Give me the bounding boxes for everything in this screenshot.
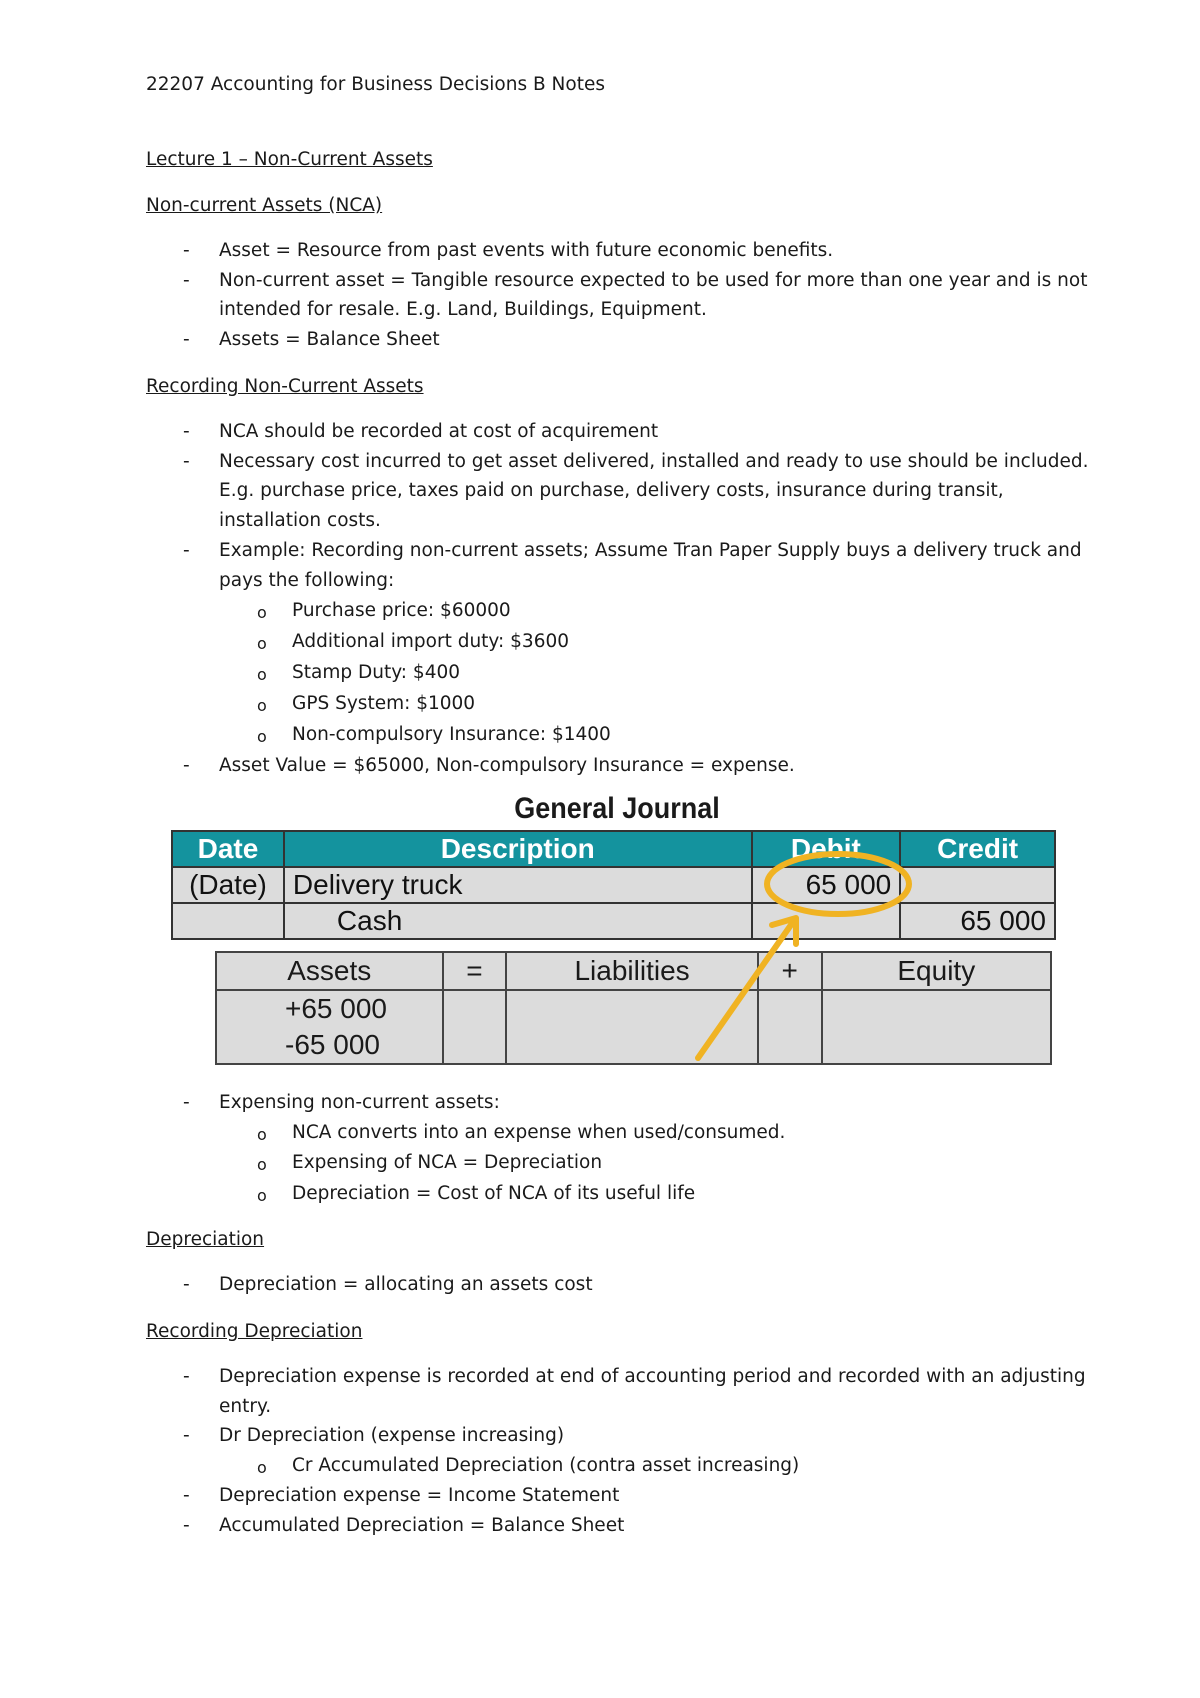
journal-cell-date: (Date) (172, 867, 284, 903)
bullet-dash: - (183, 451, 190, 472)
section-heading-nca: Non-current Assets (NCA) (146, 195, 383, 216)
journal-cell-credit: 65 000 (900, 903, 1055, 939)
sub-list-item: Expensing of NCA = Depreciation (292, 1152, 603, 1173)
bullet-dash: - (183, 1485, 190, 1506)
highlight-circle (767, 854, 909, 914)
section-heading-recording: Recording Non-Current Assets (146, 376, 424, 397)
highlight-arrow (698, 922, 793, 1058)
list-item-continued: entry. (219, 1396, 272, 1417)
bullet-dash: - (183, 1274, 190, 1295)
journal-title: General Journal (514, 792, 720, 825)
list-item: Dr Depreciation (expense increasing) (219, 1425, 565, 1446)
list-item: Depreciation expense is recorded at end of accounting period and recorded with an adjusting (219, 1366, 1086, 1387)
section-heading-depreciation: Depreciation (146, 1229, 265, 1250)
journal-cell-debit: 65 000 (752, 867, 901, 903)
list-item: Asset = Resource from past events with future economic benefits. (219, 240, 834, 261)
bullet-circle: o (257, 665, 267, 684)
bullet-dash: - (183, 755, 190, 776)
list-item-continued: pays the following: (219, 570, 395, 591)
journal-cell-description: Cash (284, 903, 752, 939)
list-item: NCA should be recorded at cost of acquirement (219, 421, 659, 442)
bullet-circle: o (257, 603, 267, 622)
list-item: Non-current asset = Tangible resource expected to be used for more than one year and is not (219, 270, 1088, 291)
list-item: Expensing non-current assets: (219, 1092, 500, 1113)
journal-header-date: Date (172, 831, 284, 867)
bullet-dash: - (183, 1425, 190, 1446)
list-item: Asset Value = $65000, Non-compulsory Insurance = expense. (219, 755, 795, 776)
equation-header-liabilities: Liabilities (506, 952, 757, 990)
journal-header-debit: Debit (752, 831, 901, 867)
sub-list-item: Additional import duty: $3600 (292, 631, 570, 652)
list-item: Depreciation expense = Income Statement (219, 1485, 620, 1506)
journal-header-credit: Credit (900, 831, 1055, 867)
bullet-circle: o (257, 1186, 267, 1205)
equation-header-assets: Assets (216, 952, 443, 990)
sub-list-item: NCA converts into an expense when used/consumed. (292, 1122, 786, 1143)
journal-cell-description: Delivery truck (284, 867, 752, 903)
bullet-dash: - (183, 421, 190, 442)
list-item: Necessary cost incurred to get asset delivered, installed and ready to use should be included. (219, 451, 1089, 472)
lecture-title: Lecture 1 – Non-Current Assets (146, 149, 433, 170)
list-item: Assets = Balance Sheet (219, 329, 440, 350)
sub-list-item: GPS System: $1000 (292, 693, 476, 714)
equation-header-equals: = (443, 952, 507, 990)
assets-value: +65 000 (285, 993, 387, 1024)
list-item-continued: intended for resale. E.g. Land, Buildings, Equipment. (219, 299, 707, 320)
sub-list-item: Purchase price: $60000 (292, 600, 511, 621)
assets-value: -65 000 (285, 1029, 380, 1060)
bullet-dash: - (183, 1092, 190, 1113)
bullet-dash: - (183, 270, 190, 291)
sub-list-item: Non-compulsory Insurance: $1400 (292, 724, 611, 745)
bullet-circle: o (257, 1155, 267, 1174)
sub-list-item: Depreciation = Cost of NCA of its useful life (292, 1183, 696, 1204)
sub-list-item: Cr Accumulated Depreciation (contra asset increasing) (292, 1455, 800, 1476)
list-item-continued: installation costs. (219, 510, 381, 531)
bullet-circle: o (257, 696, 267, 715)
list-item-continued: E.g. purchase price, taxes paid on purchase, delivery costs, insurance during transit, (219, 480, 1004, 501)
bullet-circle: o (257, 634, 267, 653)
bullet-dash: - (183, 329, 190, 350)
bullet-circle: o (257, 1458, 267, 1477)
bullet-circle: o (257, 727, 267, 746)
bullet-dash: - (183, 1515, 190, 1536)
list-item: Depreciation = allocating an assets cost (219, 1274, 593, 1295)
equation-header-equity: Equity (822, 952, 1051, 990)
list-item: Accumulated Depreciation = Balance Sheet (219, 1515, 625, 1536)
sub-list-item: Stamp Duty: $400 (292, 662, 460, 683)
bullet-dash: - (183, 240, 190, 261)
journal-header-description: Description (284, 831, 752, 867)
bullet-circle: o (257, 1125, 267, 1144)
list-item: Example: Recording non-current assets; Assume Tran Paper Supply buys a delivery truck and (219, 540, 1082, 561)
document-header: 22207 Accounting for Business Decisions B Notes (146, 74, 605, 95)
equation-header-plus: + (758, 952, 822, 990)
bullet-dash: - (183, 540, 190, 561)
bullet-dash: - (183, 1366, 190, 1387)
section-heading-recording-depreciation: Recording Depreciation (146, 1321, 363, 1342)
